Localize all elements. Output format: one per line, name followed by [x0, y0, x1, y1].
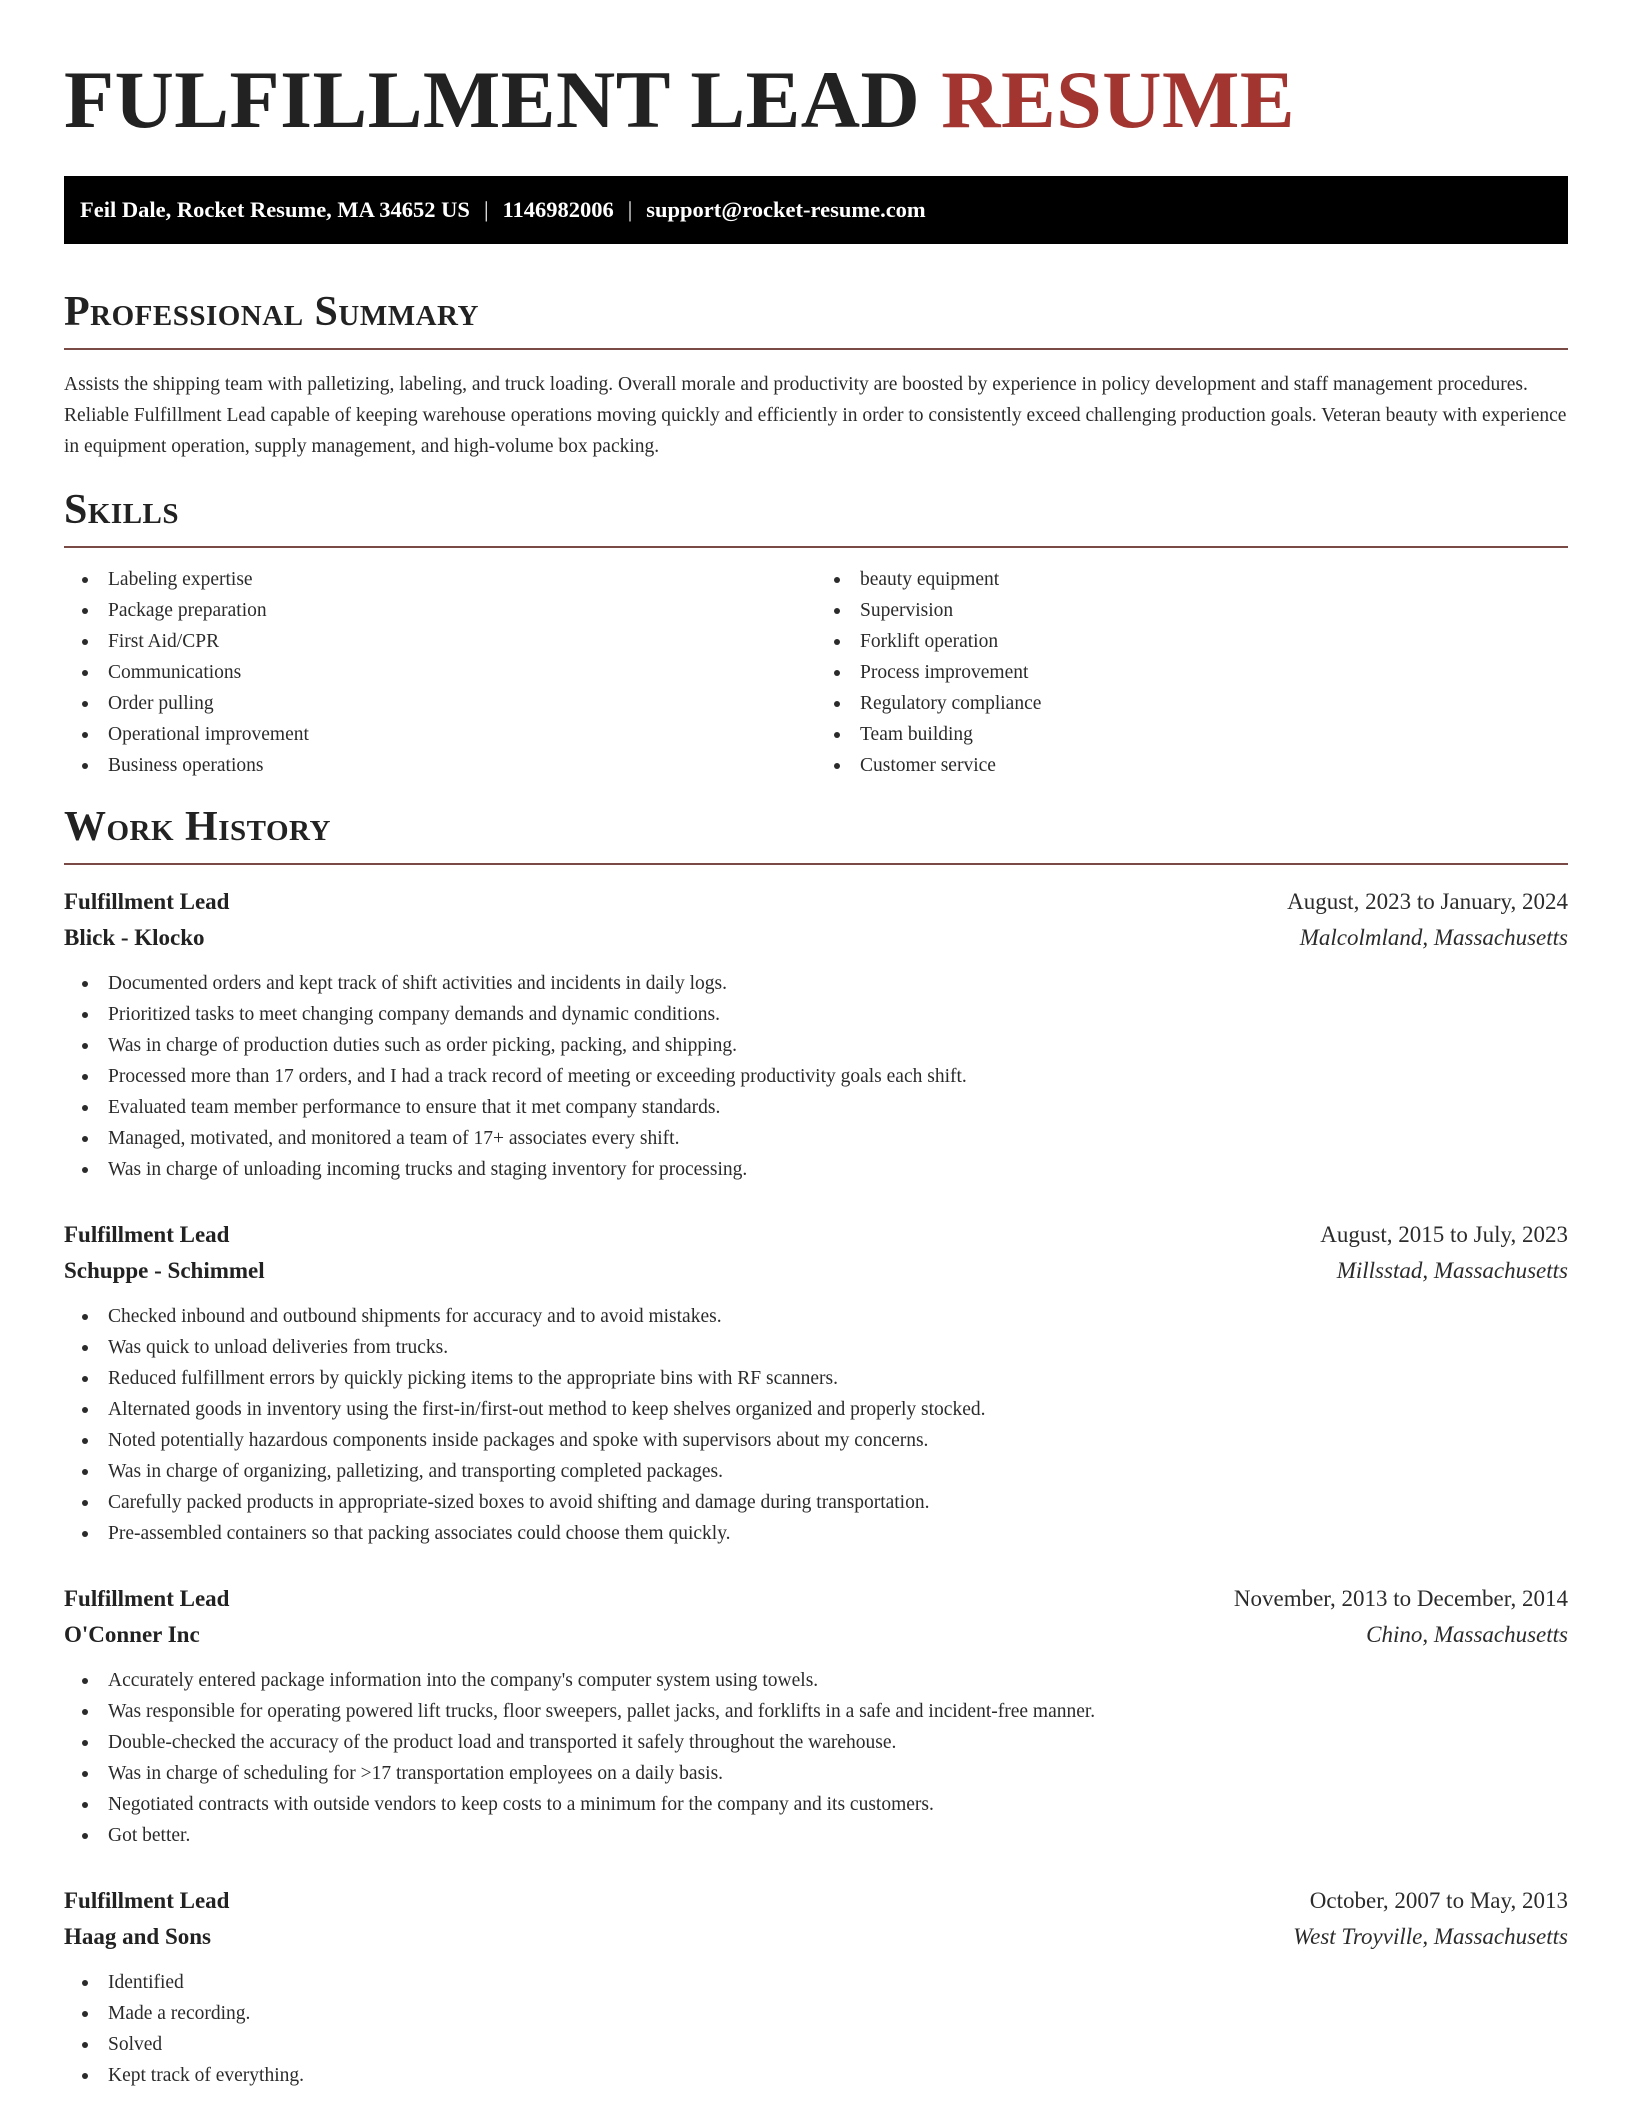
job-bullet: Was in charge of production duties such as order picking, packing, and shipping. — [108, 1030, 1568, 1061]
job-bullet: Carefully packed products in appropriate-sized boxes to avoid shifting and damage during transportation. — [108, 1487, 1568, 1518]
job-company: Schuppe - Schimmel — [64, 1258, 265, 1283]
skill-item: Customer service — [860, 750, 1568, 781]
job-bullet: Identified — [108, 1967, 1568, 1998]
skill-item: Business operations — [108, 750, 816, 781]
job-company: Blick - Klocko — [64, 925, 205, 950]
job-bullet: Documented orders and kept track of shift activities and incidents in daily logs. — [108, 968, 1568, 999]
job-entry — [64, 884, 1568, 1185]
job-title: Fulfillment Lead — [64, 1586, 230, 1611]
contact-separator: | — [483, 197, 489, 222]
job-location: Millsstad, Massachusetts — [1336, 1258, 1568, 1283]
title-accent: RESUME — [941, 54, 1296, 145]
job-bullet: Prioritized tasks to meet changing company demands and dynamic conditions. — [108, 999, 1568, 1030]
skill-item: Regulatory compliance — [860, 688, 1568, 719]
job-title: Fulfillment Lead — [64, 1888, 230, 1913]
job-title: Fulfillment Lead — [64, 1222, 230, 1247]
contact-bar — [64, 176, 1568, 244]
contact-separator: | — [627, 197, 633, 222]
job-bullets — [64, 1301, 1568, 1549]
skill-item: Package preparation — [108, 595, 816, 626]
job-bullet: Alternated goods in inventory using the first-in/first-out method to keep shelves organized and properly stocked. — [108, 1394, 1568, 1425]
contact-address: Feil Dale, Rocket Resume, MA 34652 US — [80, 197, 470, 222]
job-title: Fulfillment Lead — [64, 889, 230, 914]
job-entry — [64, 1883, 1568, 2091]
title-main: FULFILLMENT LEAD — [64, 54, 921, 145]
job-bullet: Noted potentially hazardous components inside packages and spoke with supervisors about my concerns. — [108, 1425, 1568, 1456]
job-bullet: Got better. — [108, 1820, 1568, 1851]
job-bullet: Pre-assembled containers so that packing associates could choose them quickly. — [108, 1518, 1568, 1549]
job-bullet: Was quick to unload deliveries from trucks. — [108, 1332, 1568, 1363]
contact-email[interactable]: support@rocket-resume.com — [646, 197, 926, 222]
job-bullet: Kept track of everything. — [108, 2060, 1568, 2091]
job-dates: November, 2013 to December, 2014 — [1233, 1586, 1568, 1611]
contact-phone: 1146982006 — [502, 197, 614, 222]
skill-item: Process improvement — [860, 657, 1568, 688]
resume-title — [64, 0, 1568, 145]
job-company-row — [64, 920, 1568, 956]
job-location: Chino, Massachusetts — [1366, 1622, 1568, 1647]
job-dates: August, 2023 to January, 2024 — [1287, 889, 1568, 914]
job-bullet: Managed, motivated, and monitored a team of 17+ associates every shift. — [108, 1123, 1568, 1154]
job-bullet: Was in charge of scheduling for >17 transportation employees on a daily basis. — [108, 1758, 1568, 1789]
work-history-heading: Work History — [64, 803, 1568, 865]
skills-list-left — [64, 564, 816, 781]
job-title-row — [64, 1217, 1568, 1253]
job-company-row — [64, 1617, 1568, 1653]
job-location: Malcolmland, Massachusetts — [1299, 925, 1568, 950]
job-bullets — [64, 1967, 1568, 2091]
job-bullet: Negotiated contracts with outside vendors to keep costs to a minimum for the company and its customers. — [108, 1789, 1568, 1820]
job-location: West Troyville, Massachusetts — [1293, 1924, 1568, 1949]
job-company: O'Conner Inc — [64, 1622, 200, 1647]
job-company-row — [64, 1253, 1568, 1289]
job-bullet: Solved — [108, 2029, 1568, 2060]
job-bullet: Accurately entered package information into the company's computer system using towels. — [108, 1665, 1568, 1696]
skills-list-right — [816, 564, 1568, 781]
job-title-row — [64, 1883, 1568, 1919]
job-title-row — [64, 884, 1568, 920]
skill-item: Forklift operation — [860, 626, 1568, 657]
summary-heading: Professional Summary — [64, 288, 1568, 350]
job-bullet: Processed more than 17 orders, and I had a track record of meeting or exceeding productivity goals each shift. — [108, 1061, 1568, 1092]
skills-heading: Skills — [64, 486, 1568, 548]
skill-item: Order pulling — [108, 688, 816, 719]
skill-item: Labeling expertise — [108, 564, 816, 595]
work-history-section — [64, 803, 1568, 2091]
job-bullet: Was responsible for operating powered lift trucks, floor sweepers, pallet jacks, and forklifts in a safe and incident-free manner. — [108, 1696, 1568, 1727]
job-company: Haag and Sons — [64, 1924, 212, 1949]
summary-text: Assists the shipping team with palletizing, labeling, and truck loading. Overall morale and productivity are boosted by experience in policy development and staff management procedures. Reliable Fulfillment Lead capable of keeping warehouse operations moving quickly and efficiently in order to consistently exceed challenging production goals. Veteran beauty with experience in equipment operation, supply management, and high-volume box packing. — [64, 374, 1567, 457]
job-bullet: Reduced fulfillment errors by quickly picking items to the appropriate bins with RF scanners. — [108, 1363, 1568, 1394]
job-bullet: Double-checked the accuracy of the product load and transported it safely throughout the warehouse. — [108, 1727, 1568, 1758]
skill-item: beauty equipment — [860, 564, 1568, 595]
job-entry — [64, 1581, 1568, 1851]
skills-grid — [64, 564, 1568, 781]
job-company-row — [64, 1919, 1568, 1955]
job-bullet: Made a recording. — [108, 1998, 1568, 2029]
job-bullets — [64, 968, 1568, 1185]
job-title-row — [64, 1581, 1568, 1617]
job-bullet: Was in charge of unloading incoming trucks and staging inventory for processing. — [108, 1154, 1568, 1185]
job-bullets — [64, 1665, 1568, 1851]
skills-section — [64, 486, 1568, 781]
job-entry — [64, 1217, 1568, 1549]
summary-section — [64, 288, 1568, 462]
skill-item: Operational improvement — [108, 719, 816, 750]
skill-item: First Aid/CPR — [108, 626, 816, 657]
skill-item: Supervision — [860, 595, 1568, 626]
skill-item: Communications — [108, 657, 816, 688]
job-dates: August, 2015 to July, 2023 — [1320, 1222, 1568, 1247]
job-bullet: Evaluated team member performance to ensure that it met company standards. — [108, 1092, 1568, 1123]
skill-item: Team building — [860, 719, 1568, 750]
job-bullet: Was in charge of organizing, palletizing, and transporting completed packages. — [108, 1456, 1568, 1487]
job-bullet: Checked inbound and outbound shipments for accuracy and to avoid mistakes. — [108, 1301, 1568, 1332]
job-dates: October, 2007 to May, 2013 — [1309, 1888, 1568, 1913]
